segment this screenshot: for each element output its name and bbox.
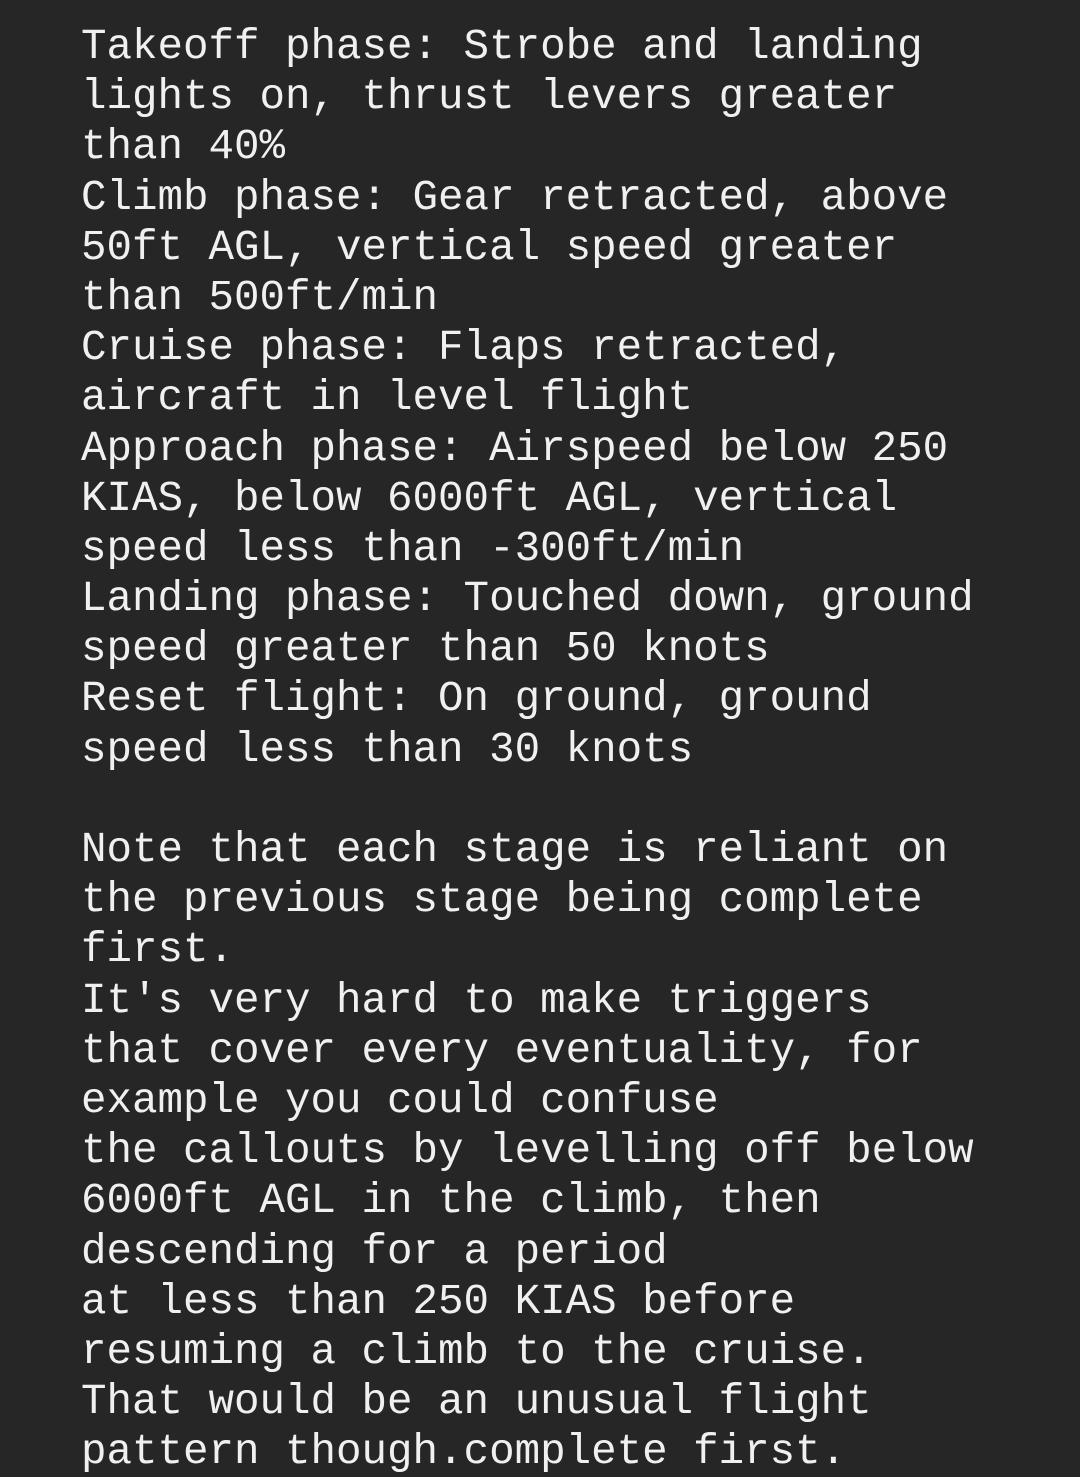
text-line: that cover every eventuality, for: [81, 1026, 923, 1075]
text-line: speed less than -300ft/min: [81, 524, 745, 573]
text-line: example you could confuse: [81, 1076, 719, 1125]
text-document: [81, 22, 1071, 1477]
text-line: It's very hard to make triggers: [81, 976, 872, 1025]
text-line: the previous stage being complete: [81, 876, 923, 925]
text-line: pattern though.complete first.: [81, 1428, 847, 1477]
text-line: That would be an unusual flight: [81, 1378, 872, 1427]
text-line: Cruise phase: Flaps retracted,: [81, 324, 847, 373]
text-line: lights on, thrust levers greater: [81, 73, 898, 122]
text-line: resuming a climb to the cruise.: [81, 1327, 872, 1376]
text-line: Climb phase: Gear retracted, above: [81, 173, 949, 222]
text-line: than 500ft/min: [81, 273, 439, 322]
text-line: at less than 250 KIAS before: [81, 1277, 796, 1326]
text-line: 6000ft AGL in the climb, then: [81, 1177, 821, 1226]
text-line: Approach phase: Airspeed below 250: [81, 424, 949, 473]
text-line: Reset flight: On ground, ground: [81, 675, 872, 724]
text-line: aircraft in level flight: [81, 374, 694, 423]
text-line: Note that each stage is reliant on: [81, 826, 949, 874]
text-line: Landing phase: Touched down, ground: [81, 575, 974, 624]
text-line: speed less than 30 knots: [81, 725, 694, 774]
text-line: than 40%: [81, 123, 286, 172]
text-line: first.: [81, 926, 235, 975]
text-line: Takeoff phase: Strobe and landing: [81, 23, 923, 71]
text-line: descending for a period: [81, 1227, 668, 1276]
text-line: speed greater than 50 knots: [81, 625, 770, 674]
text-line: the callouts by levelling off below: [81, 1127, 974, 1176]
text-line: 50ft AGL, vertical speed greater: [81, 223, 898, 272]
blank-line: [81, 775, 1071, 825]
text-line: KIAS, below 6000ft AGL, vertical: [81, 474, 898, 523]
